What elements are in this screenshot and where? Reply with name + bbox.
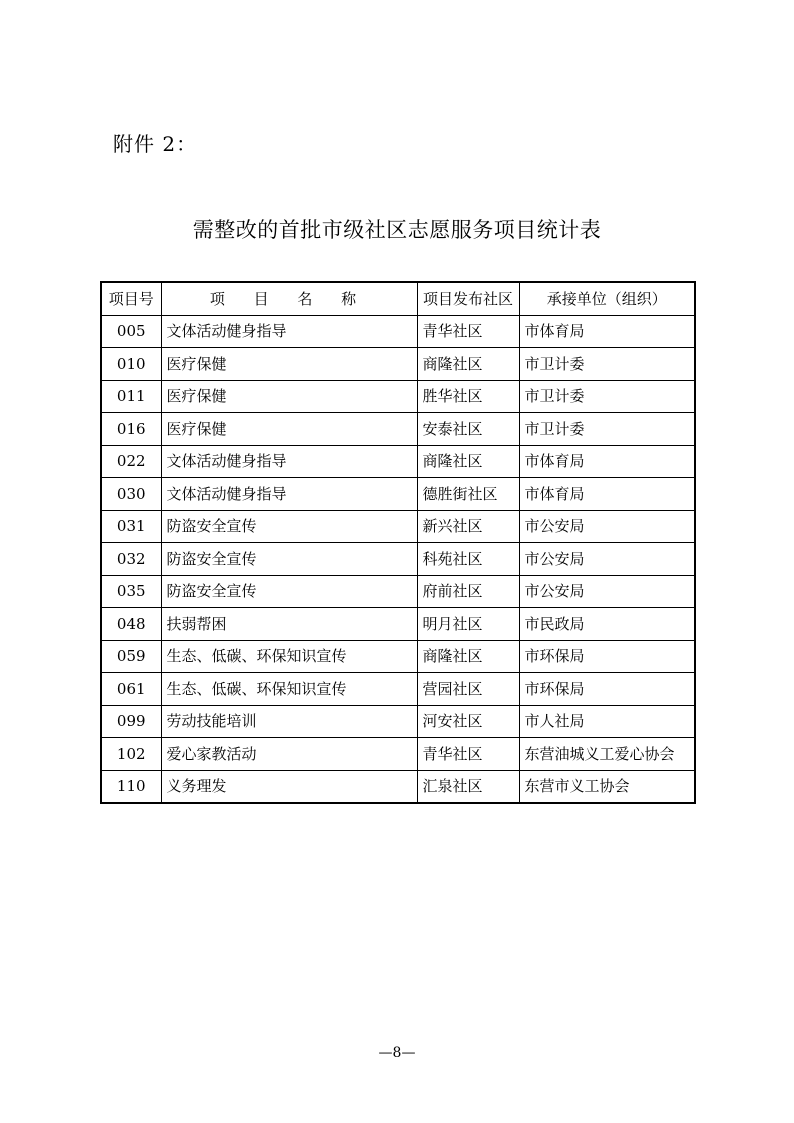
unit-cell: 市环保局	[519, 673, 695, 706]
project-name-cell: 医疗保健	[161, 413, 417, 446]
table-row	[101, 575, 695, 608]
project-name-cell: 扶弱帮困	[161, 608, 417, 641]
unit-cell: 市体育局	[519, 315, 695, 348]
community-cell: 新兴社区	[417, 510, 519, 543]
unit-cell: 市公安局	[519, 543, 695, 576]
table-row	[101, 510, 695, 543]
unit-cell: 市环保局	[519, 640, 695, 673]
project-name-cell: 文体活动健身指导	[161, 445, 417, 478]
unit-cell: 东营油城义工爱心协会	[519, 738, 695, 771]
community-cell: 商隆社区	[417, 348, 519, 381]
unit-cell: 市卫计委	[519, 380, 695, 413]
project-name-cell: 文体活动健身指导	[161, 315, 417, 348]
project-number-cell: 110	[101, 770, 161, 803]
project-name-cell: 防盗安全宣传	[161, 510, 417, 543]
unit-cell: 市人社局	[519, 705, 695, 738]
project-table	[100, 281, 696, 804]
table-row	[101, 738, 695, 771]
table-row	[101, 380, 695, 413]
project-name-cell: 劳动技能培训	[161, 705, 417, 738]
community-cell: 青华社区	[417, 738, 519, 771]
page-number: —8—	[378, 1045, 416, 1061]
community-cell: 科苑社区	[417, 543, 519, 576]
project-number-cell: 032	[101, 543, 161, 576]
table-row	[101, 705, 695, 738]
community-cell: 胜华社区	[417, 380, 519, 413]
community-cell: 德胜街社区	[417, 478, 519, 511]
project-number-cell: 048	[101, 608, 161, 641]
project-name-cell: 生态、低碳、环保知识宣传	[161, 673, 417, 706]
project-name-cell: 防盗安全宣传	[161, 543, 417, 576]
unit-cell: 市公安局	[519, 510, 695, 543]
table-header-row	[101, 282, 695, 315]
project-number-cell: 030	[101, 478, 161, 511]
table-row	[101, 543, 695, 576]
project-name-cell: 文体活动健身指导	[161, 478, 417, 511]
table-row	[101, 608, 695, 641]
project-number-cell: 011	[101, 380, 161, 413]
community-cell: 河安社区	[417, 705, 519, 738]
community-cell: 商隆社区	[417, 640, 519, 673]
project-number-cell: 031	[101, 510, 161, 543]
unit-cell: 市公安局	[519, 575, 695, 608]
attachment-label: 附件 2：	[113, 132, 198, 156]
header-project-name: 项 目 名 称	[161, 282, 417, 315]
unit-cell: 市体育局	[519, 445, 695, 478]
community-cell: 商隆社区	[417, 445, 519, 478]
table-row	[101, 413, 695, 446]
project-number-cell: 022	[101, 445, 161, 478]
community-cell: 明月社区	[417, 608, 519, 641]
project-number-cell: 102	[101, 738, 161, 771]
header-community: 项目发布社区	[417, 282, 519, 315]
project-number-cell: 061	[101, 673, 161, 706]
project-name-cell: 生态、低碳、环保知识宣传	[161, 640, 417, 673]
project-name-cell: 医疗保健	[161, 348, 417, 381]
unit-cell: 市体育局	[519, 478, 695, 511]
table-row	[101, 315, 695, 348]
community-cell: 汇泉社区	[417, 770, 519, 803]
unit-cell: 市民政局	[519, 608, 695, 641]
project-number-cell: 035	[101, 575, 161, 608]
table-row	[101, 478, 695, 511]
table-row	[101, 640, 695, 673]
project-name-cell: 防盗安全宣传	[161, 575, 417, 608]
unit-cell: 市卫计委	[519, 348, 695, 381]
community-cell: 府前社区	[417, 575, 519, 608]
project-number-cell: 005	[101, 315, 161, 348]
community-cell: 青华社区	[417, 315, 519, 348]
project-number-cell: 059	[101, 640, 161, 673]
community-cell: 安泰社区	[417, 413, 519, 446]
table-row	[101, 348, 695, 381]
header-undertaking-unit: 承接单位（组织）	[519, 282, 695, 315]
table-row	[101, 445, 695, 478]
project-number-cell: 010	[101, 348, 161, 381]
project-name-cell: 义务理发	[161, 770, 417, 803]
header-project-number: 项目号	[101, 282, 161, 315]
community-cell: 营园社区	[417, 673, 519, 706]
table-row	[101, 673, 695, 706]
project-number-cell: 099	[101, 705, 161, 738]
document-title: 需整改的首批市级社区志愿服务项目统计表	[192, 218, 602, 242]
unit-cell: 东营市义工协会	[519, 770, 695, 803]
table-row	[101, 770, 695, 803]
project-name-cell: 医疗保健	[161, 380, 417, 413]
project-name-cell: 爱心家教活动	[161, 738, 417, 771]
project-number-cell: 016	[101, 413, 161, 446]
unit-cell: 市卫计委	[519, 413, 695, 446]
